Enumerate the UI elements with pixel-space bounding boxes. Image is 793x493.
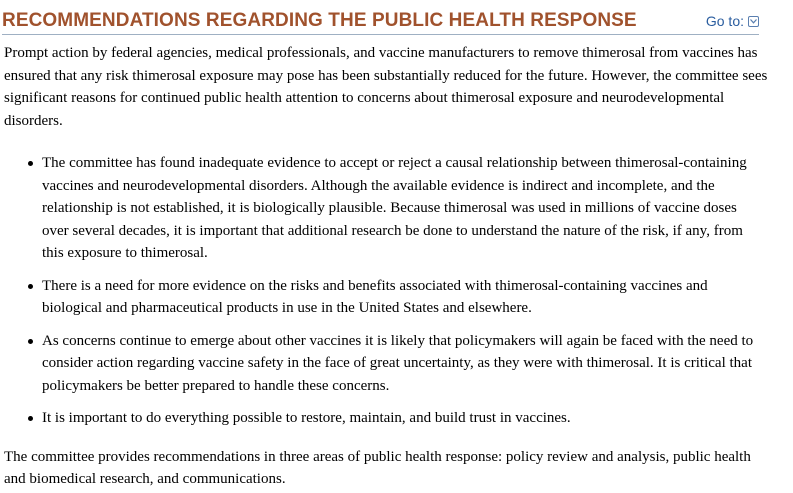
bullet-list [4,152,774,430]
goto-menu[interactable] [706,12,759,30]
list-item: It is important to do everything possible to restore, maintain, and build trust in vaccines. [4,407,764,430]
section-header [2,8,759,35]
intro-paragraph: Prompt action by federal agencies, medical professionals, and vaccine manufacturers to remove thimerosal from vaccines has ensured that any risk thimerosal exposure may pose has been substantially reduced for the future. However, the committee sees significant reasons for continued public health attention to concerns about thimerosal exposure and neurodevelopmental disorders. [4,45,768,129]
list-item: The committee has found inadequate evidence to accept or reject a causal relationship between thimerosal-containing vaccines and neurodevelopmental disorders. Although the available evidence is indirect and incomplete, and the relationship is not established, it is biologically plausible. Because thimerosal was used in millions of vaccine doses over several decades, it is important that additional research be done to understand the nature of the risk, if any, from this exposure to thimerosal. [4,152,764,265]
list-item: As concerns continue to emerge about other vaccines it is likely that policymakers will again be faced with the need to consider action regarding vaccine safety in the face of great uncertainty, as they were with thimerosal. It is critical that policymakers be better prepared to handle these concerns. [4,330,764,398]
list-item: There is a need for more evidence on the risks and benefits associated with thimerosal-containing vaccines and biological and pharmaceutical products in use in the United States and elsewhere. [4,275,764,320]
section-body [4,42,774,491]
closing-paragraph: The committee provides recommendations in three areas of public health response: policy review and analysis, public health and biomedical research, and communications. [4,448,751,487]
goto-label[interactable]: Go to: [705,13,744,29]
section-title: RECOMMENDATIONS REGARDING THE PUBLIC HEALTH RESPONSE [2,10,637,31]
chevron-down-icon[interactable] [748,16,759,27]
